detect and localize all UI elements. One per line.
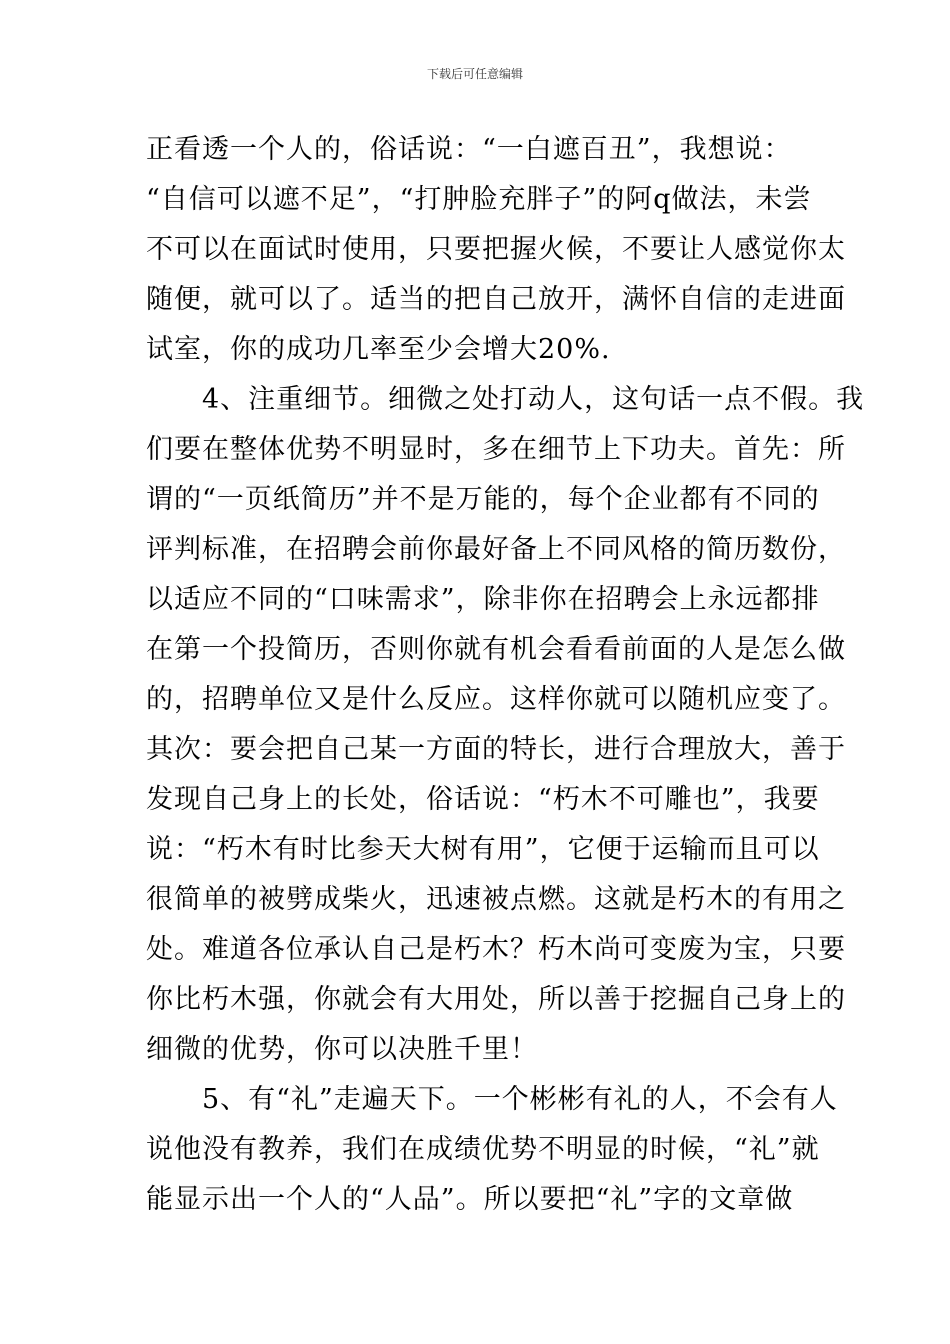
paragraph-5-start: 5、有“礼”走遍天下。一个彬彬有礼的人，不会有人 [146, 1084, 838, 1115]
text-line: 处。难道各位承认自己是朽木？朽木尚可变废为宝，只要 [146, 934, 846, 965]
paragraph-4-start: 4、注重细节。细微之处打动人，这句话一点不假。我 [146, 384, 865, 415]
text-line: 随便，就可以了。适当的把自己放开，满怀自信的走进面 [146, 284, 846, 315]
text-line: 以适应不同的“口味需求”，除非你在招聘会上永远都排 [146, 584, 820, 615]
text-line: 你比朽木强，你就会有大用处，所以善于挖掘自己身上的 [146, 984, 846, 1015]
text-line: 不可以在面试时使用，只要把握火候，不要让人感觉你太 [146, 234, 846, 265]
page-header-note: 下载后可任意编辑 [426, 67, 523, 81]
text-line: 其次：要会把自己某一方面的特长，进行合理放大，善于 [146, 734, 846, 765]
text-line: 们要在整体优势不明显时，多在细节上下功夫。首先：所 [146, 434, 846, 465]
document-body [146, 125, 865, 1225]
text-line: 正看透一个人的，俗话说：“一白遮百丑”，我想说： [146, 134, 792, 165]
text-line: 发现自己身上的长处，俗话说：“朽木不可雕也”，我要 [146, 784, 820, 815]
text-line: 谓的“一页纸简历”并不是万能的，每个企业都有不同的 [146, 484, 820, 515]
text-line: “自信可以遮不足”，“打肿脸充胖子”的阿q做法，未尝 [146, 184, 812, 215]
text-line: 说他没有教养，我们在成绩优势不明显的时候，“礼”就 [146, 1134, 820, 1165]
text-line: 评判标准，在招聘会前你最好备上不同风格的简历数份， [146, 534, 846, 565]
text-line: 的，招聘单位又是什么反应。这样你就可以随机应变了。 [146, 684, 846, 715]
text-line: 说：“朽木有时比参天大树有用”，它便于运输而且可以 [146, 834, 820, 865]
text-line: 很简单的被劈成柴火，迅速被点燃。这就是朽木的有用之 [146, 884, 846, 915]
text-line: 在第一个投简历，否则你就有机会看看前面的人是怎么做 [146, 634, 846, 665]
text-line: 试室，你的成功几率至少会增大20%. [146, 334, 611, 365]
text-line: 能显示出一个人的“人品”。所以要把“礼”字的文章做 [146, 1184, 794, 1215]
text-line: 细微的优势，你可以决胜千里！ [146, 1034, 538, 1065]
